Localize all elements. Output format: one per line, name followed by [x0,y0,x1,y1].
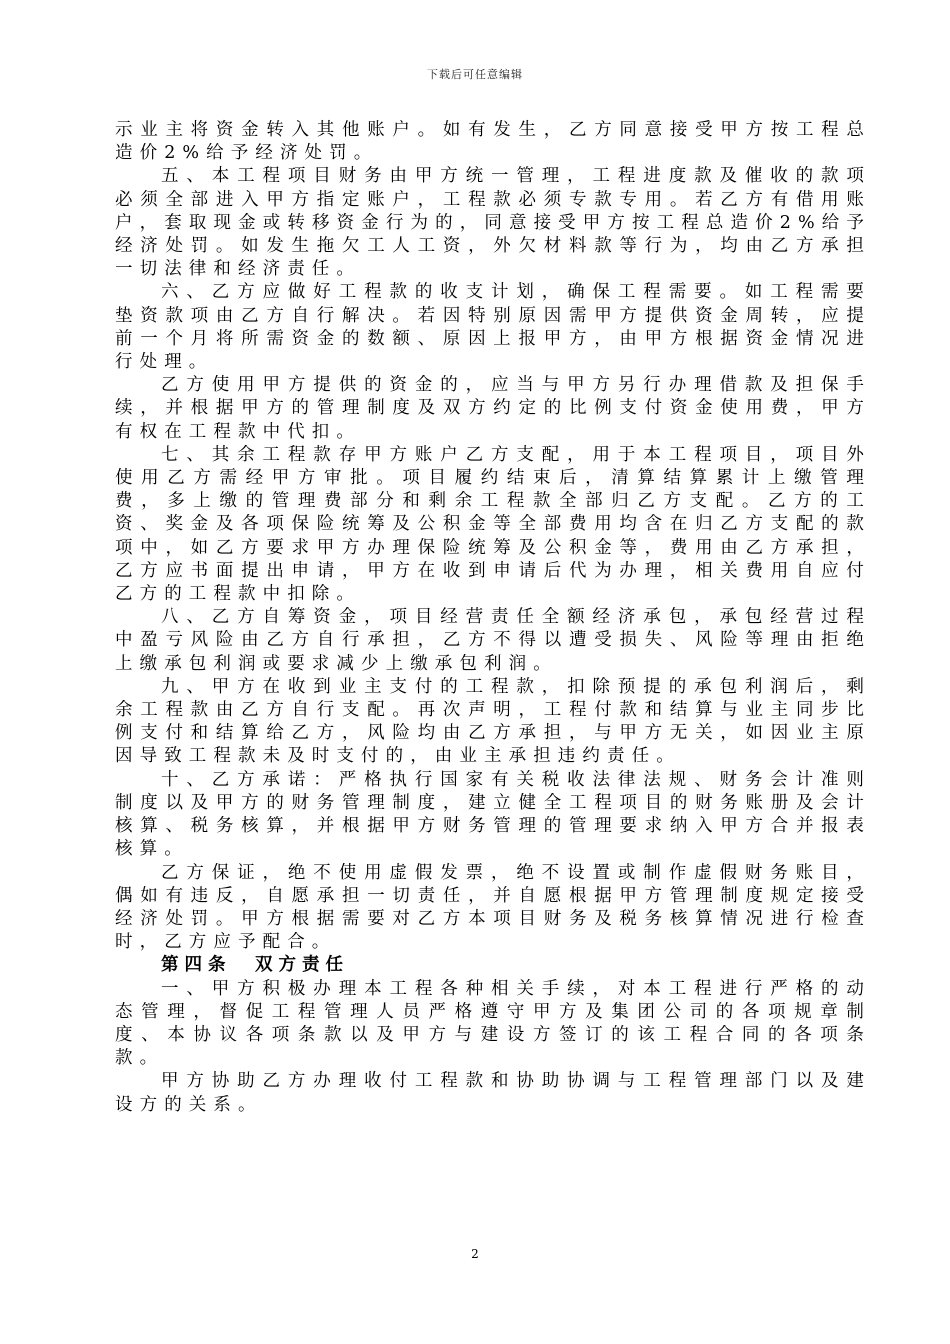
paragraph: 八、乙方自筹资金，项目经营责任全额经济承包，承包经营过程中盈亏风险由乙方自行承担，乙方不得以遭受损失、风险等理由拒绝上缴承包利润或要求减少上缴承包利润。 [115,607,871,674]
page-header: 下载后可任意编辑 [427,68,523,81]
paragraph: 六、乙方应做好工程款的收支计划，确保工程需要。如工程需要垫资款项由乙方自行解决。若因特别原因需甲方提供资金周转，应提前一个月将所需资金的数额、原因上报甲方，由甲方根据资金情况进行处理。 [115,282,871,373]
paragraph: 十、乙方承诺：严格执行国家有关税收法律法规、财务会计准则制度以及甲方的财务管理制度，建立健全工程项目的财务账册及会计核算、税务核算，并根据甲方财务管理的管理要求纳入甲方合并报表核算。 [115,769,871,860]
paragraph: 乙方使用甲方提供的资金的，应当与甲方另行办理借款及担保手续，并根据甲方的管理制度及双方约定的比例支付资金使用费，甲方有权在工程款中代扣。 [115,375,871,442]
section-heading: 第四条 双方责任 [161,955,349,976]
paragraph: 五、本工程项目财务由甲方统一管理，工程进度款及催收的款项必须全部进入甲方指定账户，工程款必须专款专用。若乙方有借用账户，套取现金或转移资金行为的，同意接受甲方按工程总造价2%给予经济处罚。如发生拖欠工人工资，外欠材料款等行为，均由乙方承担一切法律和经济责任。 [115,166,871,280]
paragraph: 甲方协助乙方办理收付工程款和协助协调与工程管理部门以及建设方的关系。 [115,1071,871,1115]
paragraph: 九、甲方在收到业主支付的工程款，扣除预提的承包利润后，剩余工程款由乙方自行支配。再次声明，工程付款和结算与业主同步比例支付和结算给乙方，风险均由乙方承担，与甲方无关，如因业主原因导致工程款未及时支付的，由业主承担违约责任。 [115,676,871,767]
page-number: 2 [471,1247,479,1261]
document-body [115,119,871,1117]
paragraph: 一、甲方积极办理本工程各种相关手续，对本工程进行严格的动态管理，督促工程管理人员严格遵守甲方及集团公司的各项规章制度、本协议各项条款以及甲方与建设方签订的该工程合同的各项条款。 [115,978,871,1069]
paragraph: 乙方保证，绝不使用虚假发票，绝不设置或制作虚假财务账目，偶如有违反，自愿承担一切责任，并自愿根据甲方管理制度规定接受经济处罚。甲方根据需要对乙方本项目财务及税务核算情况进行检查时，乙方应予配合。 [115,862,871,953]
paragraph: 示业主将资金转入其他账户。如有发生，乙方同意接受甲方按工程总造价2%给予经济处罚。 [115,120,871,164]
paragraph: 七、其余工程款存甲方账户乙方支配，用于本工程项目，项目外使用乙方需经甲方审批。项目履约结束后，清算结算累计上缴管理费，多上缴的管理费部分和剩余工程款全部归乙方支配。乙方的工资、奖金及各项保险统筹及公积金等全部费用均含在归乙方支配的款项中，如乙方要求甲方办理保险统筹及公积金等，费用由乙方承担，乙方应书面提出申请，甲方在收到申请后代为办理，相关费用自应付乙方的工程款中扣除。 [115,444,871,605]
